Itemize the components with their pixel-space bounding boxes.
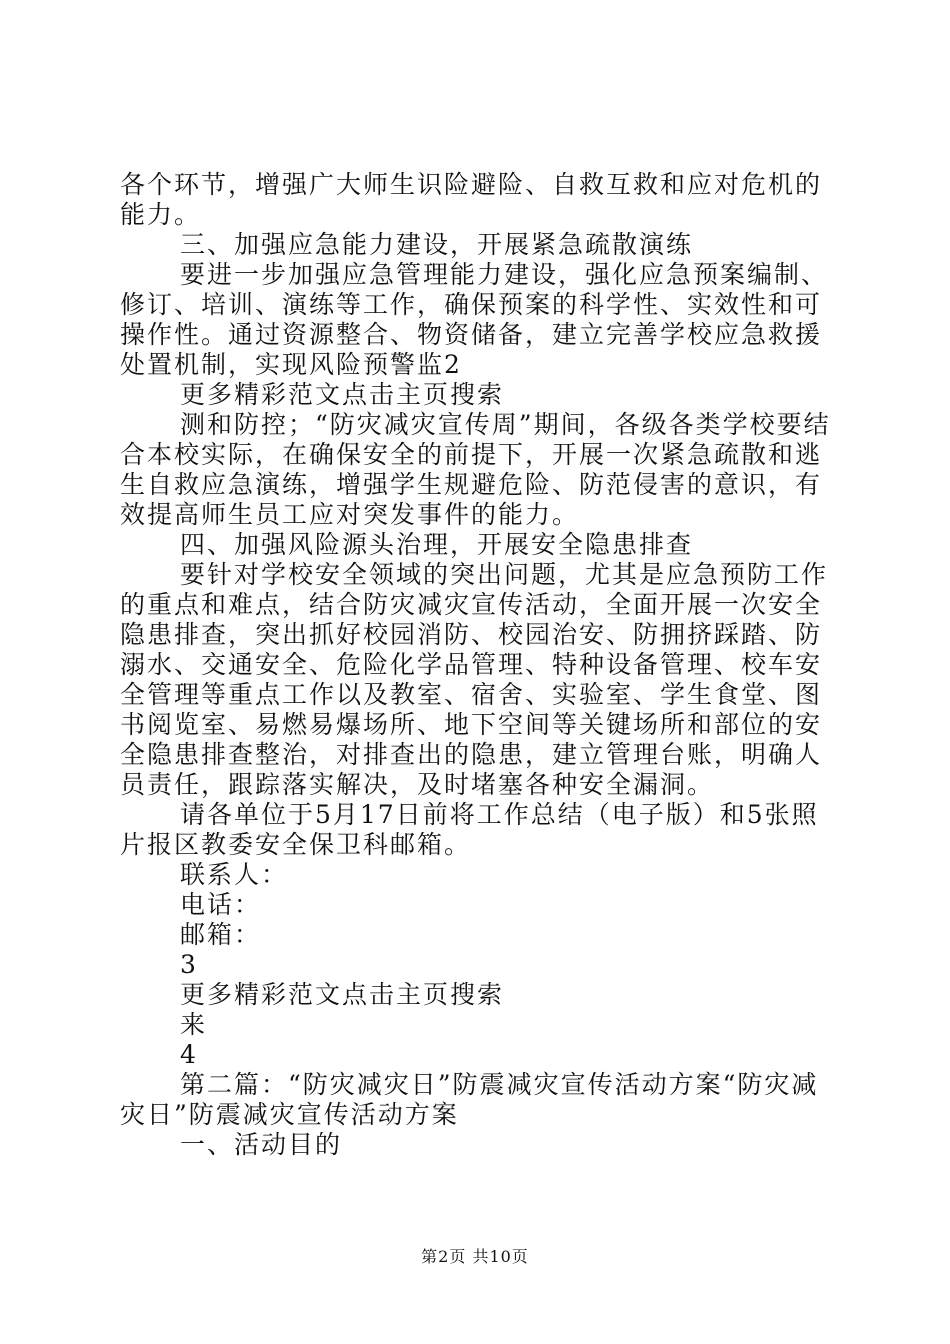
- paragraph-hazard-check: 要针对学校安全领域的突出问题，尤其是应急预防工作的重点和难点，结合防灾减灾宣传活动，全面开展一次安全隐患排查，突出抓好校园消防、校园治安、防拥挤踩踏、防溺水、交通安全、危险化学品管理、特种设备管理、校车安全管理等重点工作以及教室、宿舍、实验室、学生食堂、图书阅览室、易燃易爆场所、地下空间等关键场所和部位的安全隐患排查整治，对排查出的隐患，建立管理台账，明确人员责任，跟踪落实解决，及时堵塞各种安全漏洞。: [120, 560, 829, 799]
- phone-label: 电话：: [180, 890, 262, 919]
- page-marker-4: 4: [180, 1040, 198, 1069]
- document-body: [120, 170, 832, 1160]
- chapter-title-2: 第二篇：“防灾减灾日”防震减灾宣传活动方案“防灾减灾日”防震减灾宣传活动方案: [120, 1070, 819, 1129]
- paragraph-continuation: 各个环节，增强广大师生识险避险、自救互救和应对危机的能力。: [120, 170, 823, 229]
- promo-link-text-2[interactable]: 更多精彩范文点击主页搜索: [180, 980, 505, 1009]
- page-marker-3: 3: [180, 950, 198, 979]
- section-heading-activity-purpose: 一、活动目的: [180, 1130, 343, 1159]
- page-footer: 第2页 共10页: [421, 1247, 529, 1266]
- contact-person-label: 联系人：: [180, 860, 289, 889]
- paragraph-submission: 请各单位于5月17日前将工作总结（电子版）和5张照片报区教委安全保卫科邮箱。: [120, 800, 819, 859]
- paragraph-emergency-capacity: 要进一步加强应急管理能力建设，强化应急预案编制、修订、培训、演练等工作，确保预案的科学性、实效性和可操作性。通过资源整合、物资储备，建立完善学校应急救援处置机制，实现风险预警监2: [120, 260, 829, 379]
- stray-text: 来: [180, 1010, 208, 1039]
- promo-link-text[interactable]: 更多精彩范文点击主页搜索: [180, 380, 505, 409]
- email-label: 邮箱：: [180, 920, 262, 949]
- paragraph-drill: 测和防控；“防灾减灾宣传周”期间，各级各类学校要结合本校实际，在确保安全的前提下，开展一次紧急疏散和逃生自救应急演练，增强学生规避危险、防范侵害的意识，有效提高师生员工应对突发事件的能力。: [120, 410, 831, 529]
- section-heading-3: 三、加强应急能力建设，开展紧急疏散演练: [180, 230, 694, 259]
- section-heading-4: 四、加强风险源头治理，开展安全隐患排查: [180, 530, 694, 559]
